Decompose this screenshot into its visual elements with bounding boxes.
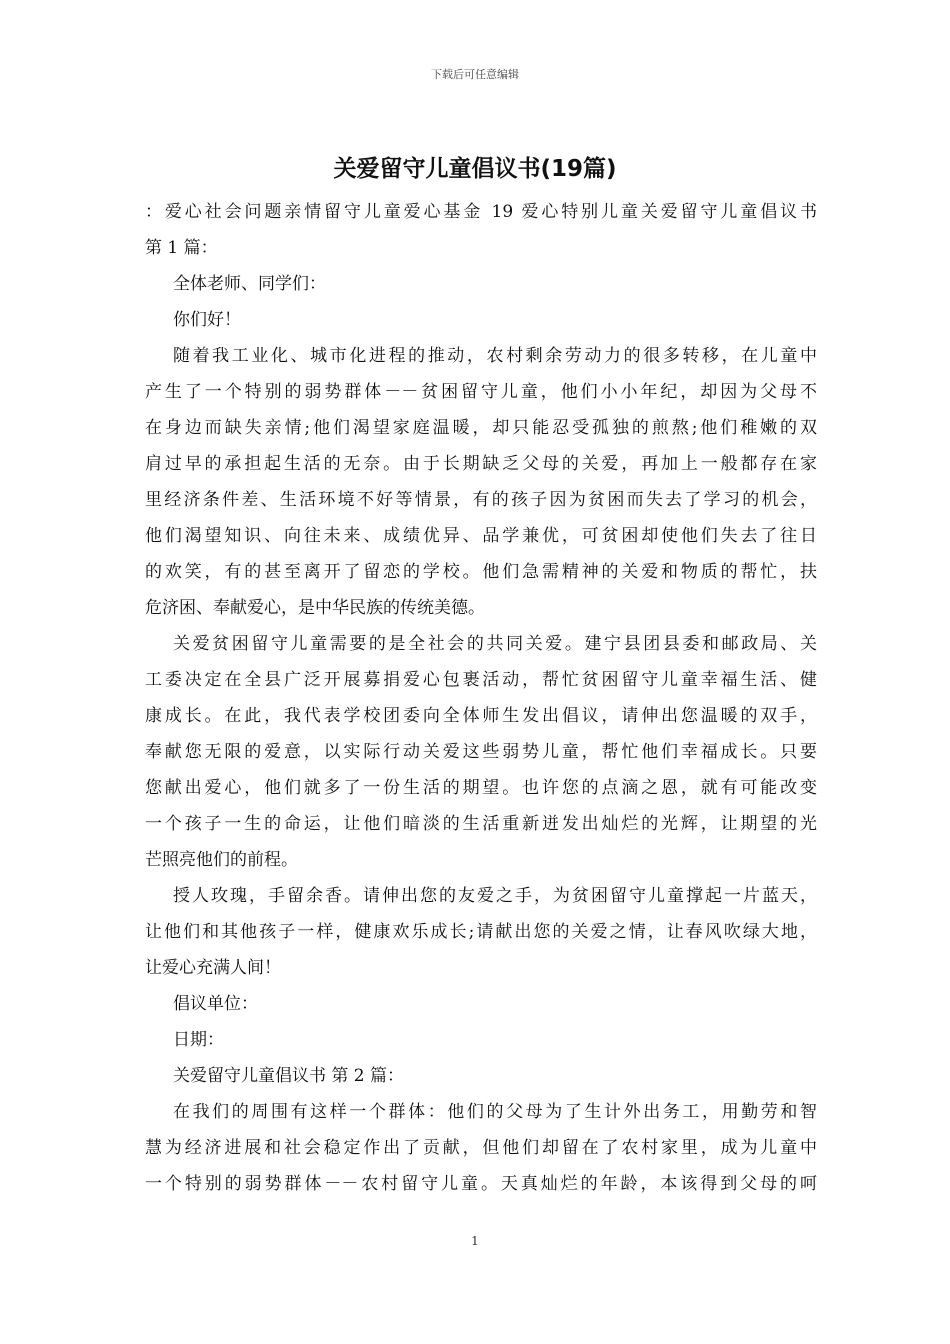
body-line: 第 1 篇：: [145, 238, 218, 258]
header-note: 下载后可任意编辑: [431, 68, 519, 81]
body-line: 关爱留守儿童倡议书 第 2 篇：: [173, 1066, 405, 1086]
body-line: 你们好！: [173, 310, 241, 330]
body-line: 关爱贫困留守儿童需要的是全社会的共同关爱。建宁县团县委和邮政局、关: [173, 634, 817, 654]
body-line: 在身边而缺失亲情;他们渴望家庭温暖，却只能忍受孤独的煎熬;他们稚嫩的双: [145, 418, 817, 438]
document-body: [145, 194, 817, 1202]
body-line: 康成长。在此，我代表学校团委向全体师生发出倡议，请伸出您温暖的双手，: [145, 706, 817, 726]
body-line: 全体老师、同学们：: [173, 274, 326, 294]
page-number: 1: [471, 1234, 479, 1248]
body-line: 他们渴望知识、向往未来、成绩优异、品学兼优，可贫困却使他们失去了往日: [145, 526, 817, 546]
body-line: 倡议单位：: [173, 994, 258, 1014]
body-line: 让他们和其他孩子一样，健康欢乐成长;请献出您的关爱之情，让春风吹绿大地，: [145, 922, 817, 942]
document-title: 关爱留守儿童倡议书(19篇): [333, 156, 617, 182]
body-line: 工委决定在全县广泛开展募捐爱心包裹活动，帮忙贫困留守儿童幸福生活、健: [145, 670, 817, 690]
body-line: 让爱心充满人间！: [145, 958, 281, 978]
body-line: 一个特别的弱势群体－－农村留守儿童。天真灿烂的年龄，本该得到父母的呵: [145, 1174, 817, 1194]
body-line: 危济困、奉献爱心，是中华民族的传统美德。: [145, 598, 485, 618]
body-line: 您献出爱心，他们就多了一份生活的期望。也许您的点滴之恩，就有可能改变: [145, 778, 817, 798]
body-line: 一个孩子一生的命运，让他们暗淡的生活重新迸发出灿烂的光辉，让期望的光: [145, 814, 817, 834]
body-line: 产生了一个特别的弱势群体－－贫困留守儿童，他们小小年纪，却因为父母不: [145, 382, 817, 402]
body-line: 的欢笑，有的甚至离开了留恋的学校。他们急需精神的关爱和物质的帮忙，扶: [145, 562, 817, 582]
body-line: 里经济条件差、生活环境不好等情景，有的孩子因为贫困而失去了学习的机会，: [145, 490, 817, 510]
body-line: 慧为经济进展和社会稳定作出了贡献，但他们却留在了农村家里，成为儿童中: [145, 1138, 817, 1158]
body-line: 肩过早的承担起生活的无奈。由于长期缺乏父母的关爱，再加上一般都存在家: [145, 454, 817, 474]
body-line: ：爱心社会问题亲情留守儿童爱心基金 19 爱心特别儿童关爱留守儿童倡议书: [145, 202, 817, 222]
body-line: 日期：: [173, 1030, 224, 1050]
body-line: 芒照亮他们的前程。: [145, 850, 298, 870]
body-line: 随着我工业化、城市化进程的推动，农村剩余劳动力的很多转移，在儿童中: [173, 346, 817, 366]
body-line: 授人玫瑰，手留余香。请伸出您的友爱之手，为贫困留守儿童撑起一片蓝天，: [173, 886, 817, 906]
body-line: 在我们的周围有这样一个群体：他们的父母为了生计外出务工，用勤劳和智: [173, 1102, 817, 1122]
body-line: 奉献您无限的爱意，以实际行动关爱这些弱势儿童，帮忙他们幸福成长。只要: [145, 742, 817, 762]
